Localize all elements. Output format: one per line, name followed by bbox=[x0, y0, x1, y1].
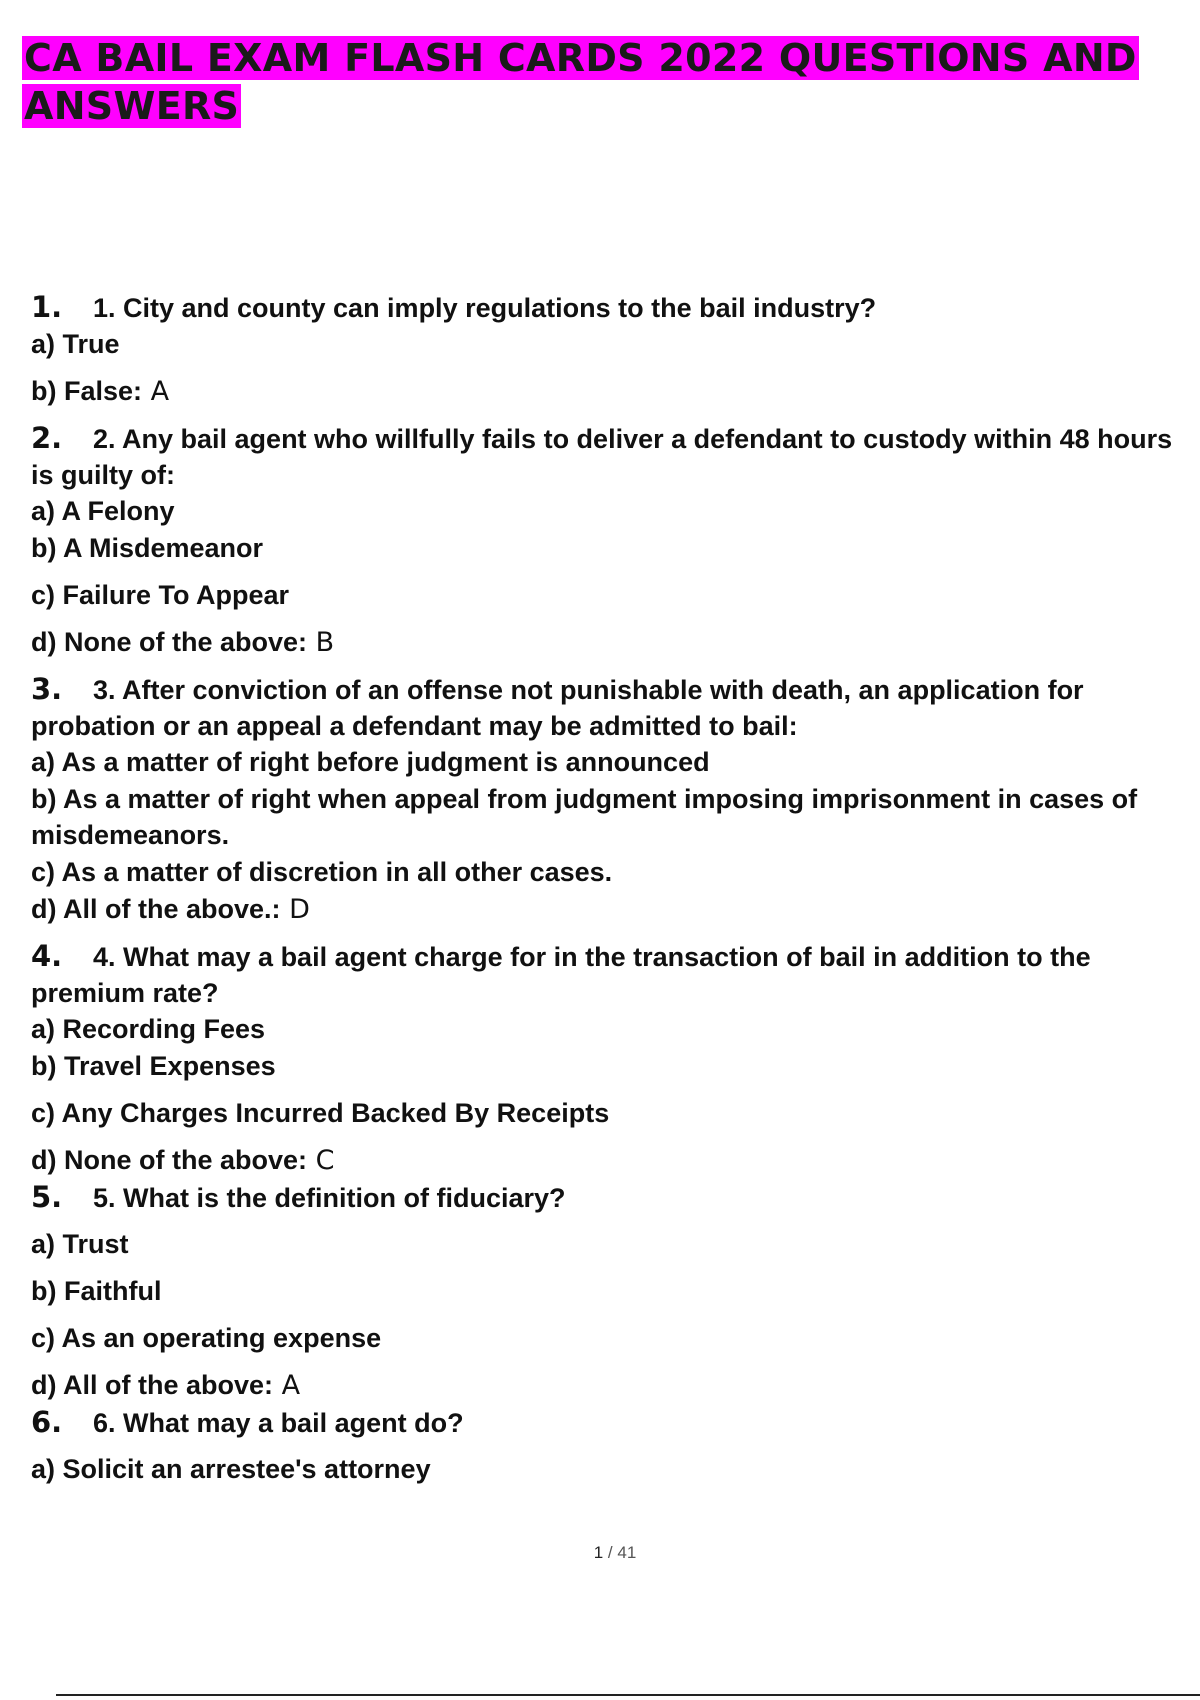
answer-option: a) As a matter of right before judgment is announced bbox=[31, 747, 710, 777]
question-prompt: 5. What is the definition of fiduciary? bbox=[93, 1183, 566, 1213]
question-prompt: 4. What may a bail agent charge for in the transaction of bail in addition to the premium rate? bbox=[31, 942, 1091, 1008]
correct-answer: A bbox=[273, 1370, 301, 1401]
correct-answer: B bbox=[307, 627, 335, 658]
question-block bbox=[31, 420, 1181, 661]
correct-answer: A bbox=[142, 376, 170, 407]
answer-option: d) All of the above.: D bbox=[31, 894, 310, 925]
question-block bbox=[31, 289, 1181, 410]
page-current: 1 bbox=[593, 1543, 604, 1562]
question-text bbox=[31, 420, 1181, 493]
question-number: 3. bbox=[31, 672, 63, 706]
question-text bbox=[31, 1179, 1181, 1216]
answer-option: c) Failure To Appear bbox=[31, 580, 290, 610]
question-prompt: 3. After conviction of an offense not punishable with death, an application for probation or an appeal a defendant may be admitted to bail: bbox=[31, 675, 1084, 741]
document-title-text: CA BAIL EXAM FLASH CARDS 2022 QUESTIONS AND ANSWERS bbox=[24, 36, 1137, 128]
document-title bbox=[22, 34, 1182, 130]
page-separator: / bbox=[603, 1543, 618, 1562]
question-text bbox=[31, 671, 1181, 744]
answer-option: d) None of the above: C bbox=[31, 1145, 335, 1176]
question-number: 1. bbox=[31, 290, 63, 324]
question-text bbox=[31, 1404, 1181, 1441]
question-number: 2. bbox=[31, 421, 63, 455]
answer-option: b) As a matter of right when appeal from judgment imposing imprisonment in cases of misdemeanors. bbox=[31, 784, 1138, 850]
answer-option: c) Any Charges Incurred Backed By Receipts bbox=[31, 1098, 610, 1128]
answer-option: b) False: A bbox=[31, 376, 170, 407]
answer-option: b) A Misdemeanor bbox=[31, 533, 264, 563]
question-block bbox=[31, 1404, 1181, 1488]
question-number: 6. bbox=[31, 1405, 63, 1439]
answer-option: b) Travel Expenses bbox=[31, 1051, 276, 1081]
answer-option: c) As a matter of discretion in all other cases. bbox=[31, 857, 613, 887]
answer-option: c) As an operating expense bbox=[31, 1323, 382, 1353]
answer-option: b) Faithful bbox=[31, 1276, 162, 1306]
page-total: 41 bbox=[617, 1543, 637, 1562]
question-list bbox=[31, 289, 1181, 1488]
answer-option: a) True bbox=[31, 329, 120, 359]
answer-option: a) Trust bbox=[31, 1229, 129, 1259]
question-text bbox=[31, 938, 1181, 1011]
question-prompt: 1. City and county can imply regulations to the bail industry? bbox=[93, 293, 877, 323]
question-number: 4. bbox=[31, 939, 63, 973]
question-text bbox=[31, 289, 1181, 326]
question-block bbox=[31, 938, 1181, 1179]
answer-option: a) Recording Fees bbox=[31, 1014, 266, 1044]
question-prompt: 2. Any bail agent who willfully fails to deliver a defendant to custody within 48 hours is guilty of: bbox=[31, 424, 1173, 490]
answer-option: a) Solicit an arrestee's attorney bbox=[31, 1454, 431, 1484]
question-number: 5. bbox=[31, 1180, 63, 1214]
correct-answer: D bbox=[280, 894, 310, 925]
answer-option: d) None of the above: B bbox=[31, 627, 335, 658]
question-block bbox=[31, 1179, 1181, 1404]
page-divider bbox=[56, 1694, 1200, 1696]
answer-option: d) All of the above: A bbox=[31, 1370, 301, 1401]
question-prompt: 6. What may a bail agent do? bbox=[93, 1408, 464, 1438]
page-number bbox=[0, 1543, 1200, 1563]
correct-answer: C bbox=[307, 1145, 335, 1176]
answer-option: a) A Felony bbox=[31, 496, 175, 526]
question-block bbox=[31, 671, 1181, 928]
